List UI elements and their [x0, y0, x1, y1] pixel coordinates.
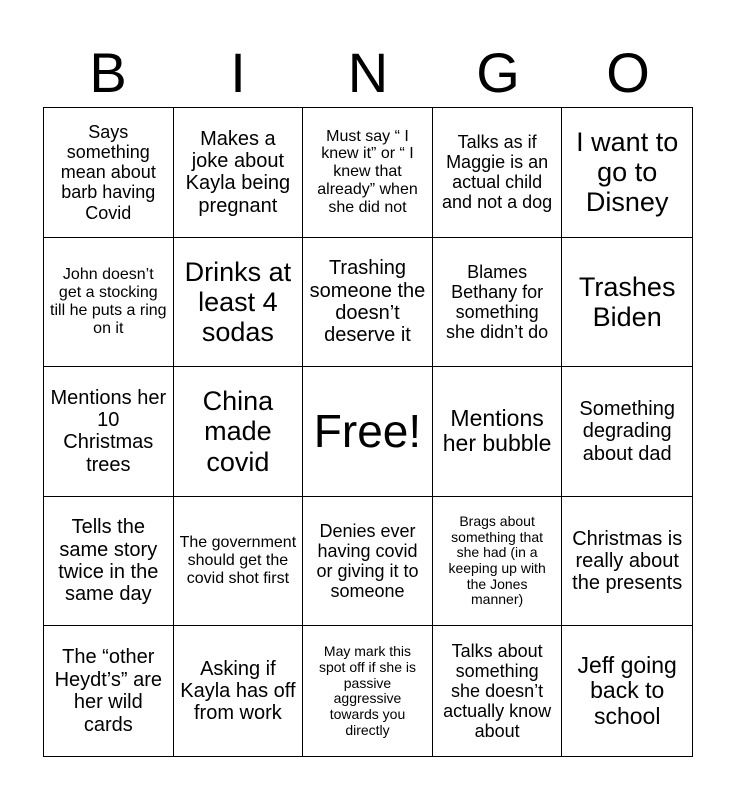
bingo-cell[interactable] — [433, 497, 563, 627]
bingo-cell[interactable] — [174, 238, 304, 368]
cell-text: Mentions her bubble — [442, 404, 552, 457]
bingo-cell[interactable] — [174, 367, 304, 497]
cell-text: I want to go to Disney — [576, 126, 679, 218]
bingo-cell[interactable] — [303, 238, 433, 368]
cell-text: Talks about something she doesn’t actually know about — [443, 640, 552, 742]
bingo-cell[interactable] — [44, 497, 174, 627]
cell-text: The “other Heydt’s” are her wild cards — [54, 646, 163, 736]
cell-text: John doesn’t get a stocking till he puts a ring on it — [50, 266, 167, 337]
bingo-grid — [43, 107, 693, 757]
header-letter-g: G — [476, 41, 520, 104]
bingo-cell[interactable] — [433, 626, 563, 756]
bingo-cell[interactable] — [174, 626, 304, 756]
bingo-cell[interactable] — [44, 626, 174, 756]
cell-text: The government should get the covid shot first — [179, 534, 297, 588]
cell-text: Makes a joke about Kayla being pregnant — [185, 127, 291, 217]
bingo-cell[interactable] — [562, 497, 692, 627]
bingo-cell[interactable] — [44, 367, 174, 497]
cell-text: Mentions her 10 Christmas trees — [50, 386, 167, 476]
free-space-text: Free! — [313, 404, 422, 457]
cell-text: Blames Bethany for something she didn’t do — [446, 261, 549, 343]
bingo-cell[interactable] — [433, 108, 563, 238]
header-letter-n: N — [347, 41, 389, 104]
bingo-cell[interactable] — [562, 367, 692, 497]
bingo-cell[interactable] — [562, 626, 692, 756]
bingo-header — [43, 40, 693, 106]
header-letter-i: I — [230, 41, 246, 104]
bingo-cell-free[interactable] — [303, 367, 433, 497]
cell-text: Drinks at least 4 sodas — [184, 256, 292, 347]
bingo-cell[interactable] — [303, 497, 433, 627]
cell-text: Trashing someone the doesn’t deserve it — [309, 257, 426, 347]
cell-text: Says something mean about barb having Covid — [60, 121, 156, 223]
cell-text: Tells the same story twice in the same day — [58, 516, 159, 606]
cell-text: Something degrading about dad — [579, 397, 675, 465]
bingo-cell[interactable] — [44, 108, 174, 238]
bingo-cell[interactable] — [303, 108, 433, 238]
cell-text: Asking if Kayla has off from work — [180, 657, 296, 725]
header-letter-b: B — [89, 41, 127, 104]
bingo-cell[interactable] — [303, 626, 433, 756]
bingo-cell[interactable] — [44, 238, 174, 368]
cell-text: Denies ever having covid or giving it to someone — [316, 520, 419, 602]
cell-text: China made covid — [202, 386, 274, 477]
header-letter-o: O — [606, 41, 650, 104]
cell-text: Must say “ I knew it” or “ I knew that already” when she did not — [317, 127, 418, 217]
cell-text: May mark this spot off if she is passive aggressive towards you directly — [318, 643, 416, 738]
bingo-cell[interactable] — [433, 238, 563, 368]
bingo-cell[interactable] — [174, 108, 304, 238]
cell-text: Trashes Biden — [578, 271, 676, 332]
cell-text: Jeff going back to school — [577, 651, 677, 730]
cell-text: Christmas is really about the presents — [572, 527, 683, 595]
cell-text: Brags about something that she had (in a keeping up with the Jones manner) — [448, 513, 546, 608]
bingo-cell[interactable] — [433, 367, 563, 497]
bingo-cell[interactable] — [562, 238, 692, 368]
bingo-cell[interactable] — [174, 497, 304, 627]
bingo-cell[interactable] — [562, 108, 692, 238]
cell-text: Talks as if Maggie is an actual child and not a dog — [442, 131, 553, 213]
